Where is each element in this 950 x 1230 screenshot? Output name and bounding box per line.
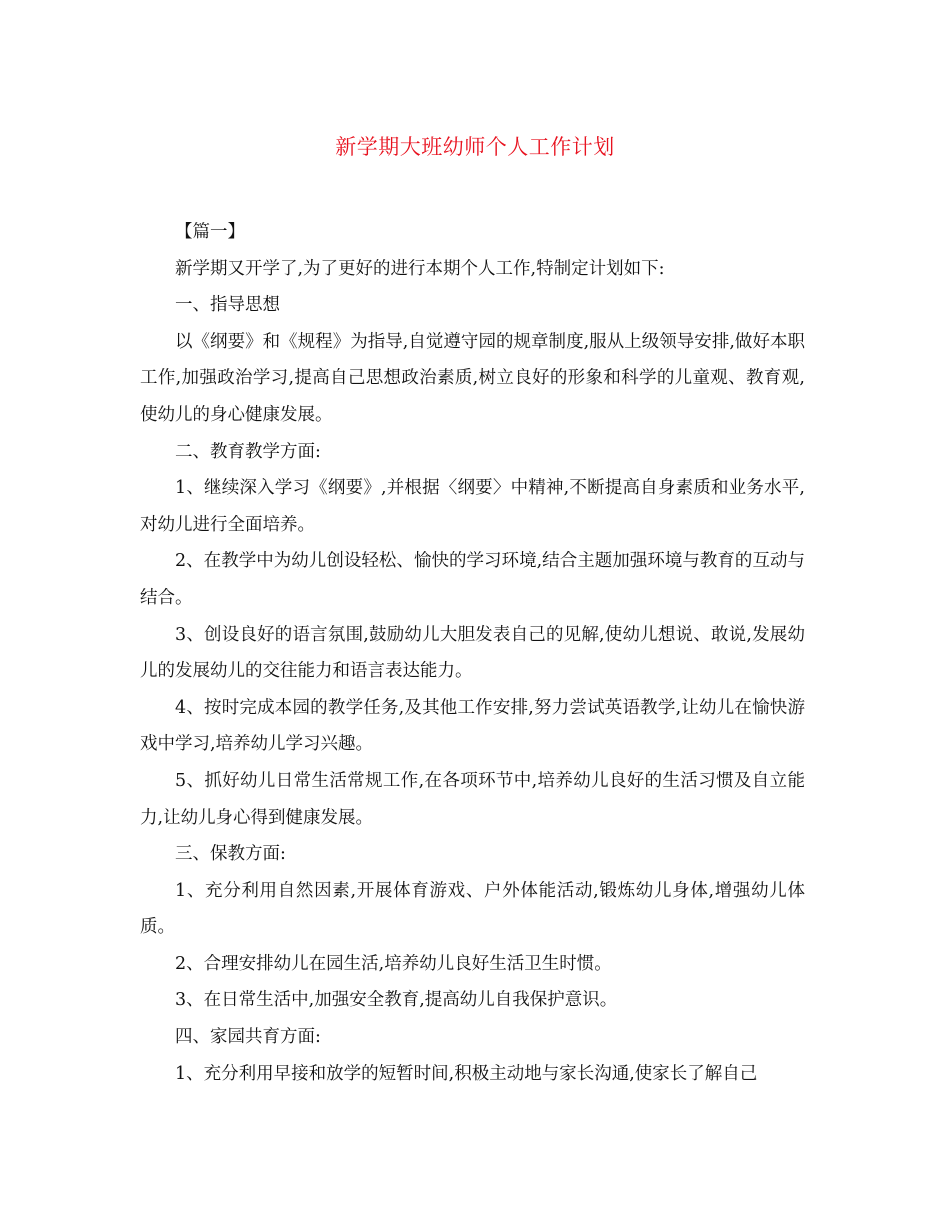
- teaching-item-4: 4、按时完成本园的教学任务,及其他工作安排,努力尝试英语教学,让幼儿在愉快游戏中学习,培养幼儿学习兴趣。: [140, 697, 805, 755]
- care-item-2: 2、合理安排幼儿在园生活,培养幼儿良好生活卫生时惯。: [175, 953, 612, 974]
- section-heading-part-one: 【篇一】: [175, 222, 245, 242]
- document-body: [140, 214, 805, 1092]
- teaching-item-3: 3、创设良好的语言氛围,鼓励幼儿大胆发表自己的见解,使幼儿想说、敢说,发展幼儿的发展幼儿的交往能力和语言表达能力。: [140, 624, 805, 682]
- section-heading-teaching: 二、教育教学方面:: [175, 441, 321, 462]
- section-heading-home-school: 四、家园共育方面:: [175, 1027, 321, 1048]
- section-heading-care: 三、保教方面:: [175, 844, 286, 865]
- guiding-ideology-paragraph: 以《纲要》和《规程》为指导,自觉遵守园的规章制度,服从上级领导安排,做好本职工作,加强政治学习,提高自己思想政治素质,树立良好的形象和科学的儿童观、教育观,使幼儿的身心健康发展。: [140, 331, 805, 425]
- care-item-1: 1、充分利用自然因素,开展体育游戏、户外体能活动,锻炼幼儿身体,增强幼儿体质。: [140, 880, 805, 938]
- teaching-item-1: 1、继续深入学习《纲要》,并根据〈纲要〉中精神,不断提高自身素质和业务水平,对幼儿进行全面培养。: [140, 478, 805, 535]
- care-item-3: 3、在日常生活中,加强安全教育,提高幼儿自我保护意识。: [175, 990, 618, 1011]
- section-heading-guiding-ideology: 一、指导思想: [175, 295, 280, 316]
- home-school-item-1: 1、充分利用早接和放学的短暂时间,积极主动地与家长沟通,使家长了解自己: [175, 1063, 758, 1084]
- intro-paragraph: 新学期又开学了,为了更好的进行本期个人工作,特制定计划如下:: [175, 258, 665, 279]
- teaching-item-5: 5、抓好幼儿日常生活常规工作,在各项环节中,培养幼儿良好的生活习惯及自立能力,让幼儿身心得到健康发展。: [140, 770, 805, 828]
- page-title: 新学期大班幼师个人工作计划: [335, 135, 615, 159]
- teaching-item-2: 2、在教学中为幼儿创设轻松、愉快的学习环境,结合主题加强环境与教育的互动与结合。: [140, 551, 805, 608]
